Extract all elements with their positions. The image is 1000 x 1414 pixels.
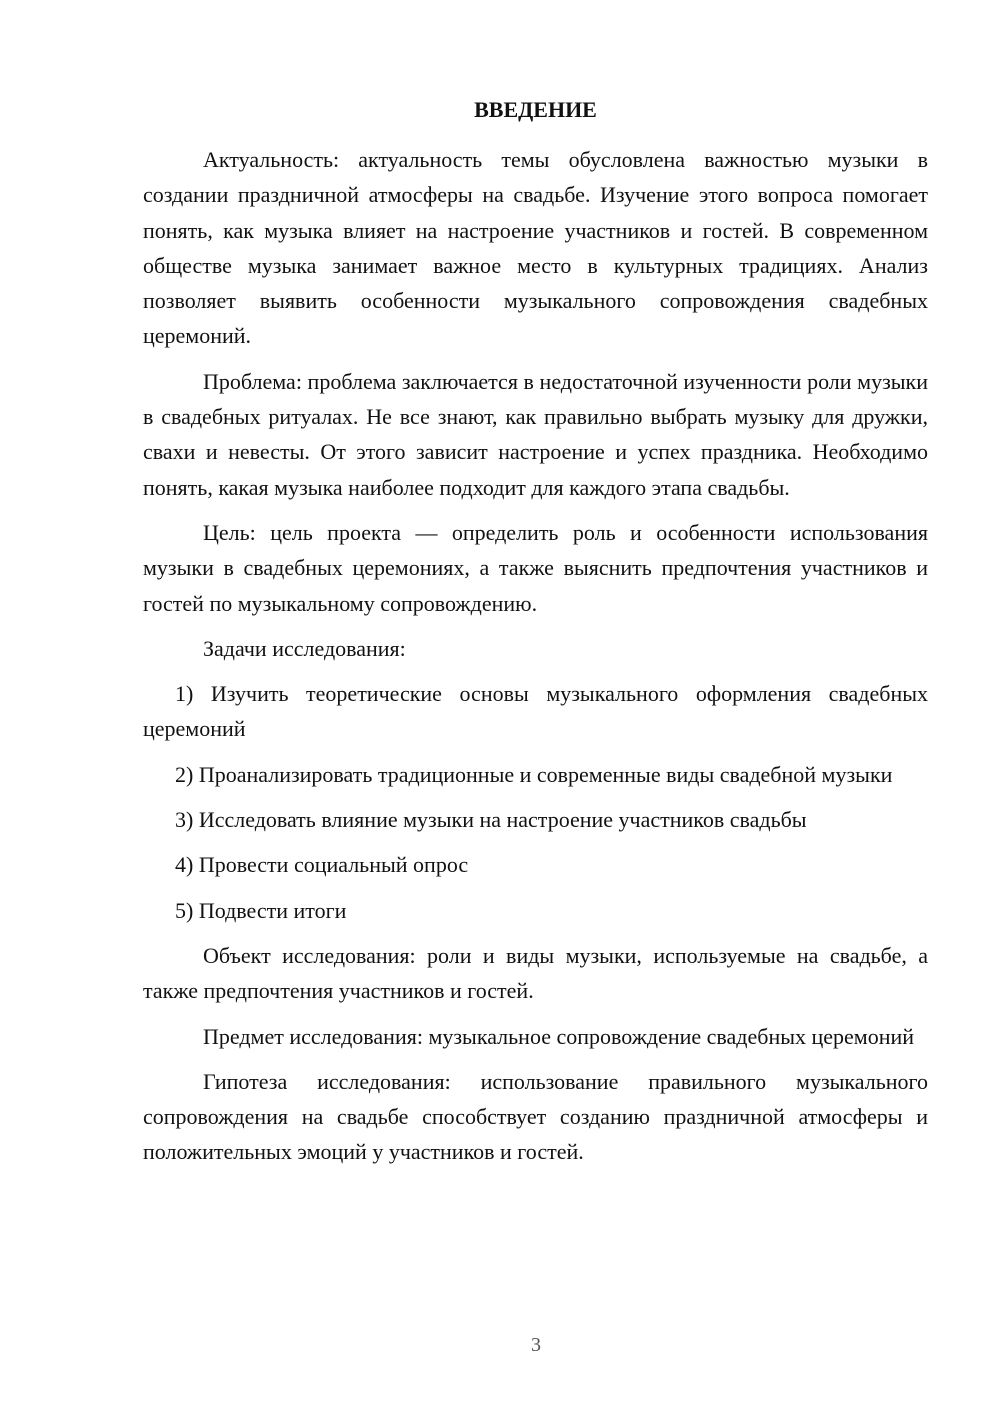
problem-paragraph: Проблема: проблема заключается в недостаточной изученности роли музыки в свадебных ритуалах. Не все знают, как правильно выбрать музыку для дружки, свахи и невесты. От этого зависит настроение и успех праздника. Необходимо понять, какая музыка наиболее подходит для каждого этапа свадьбы.	[143, 368, 928, 500]
page-number: 3	[531, 1334, 541, 1356]
task-item-3: 3) Исследовать влияние музыки на настроение участников свадьбы	[175, 807, 807, 833]
section-title: ВВЕДЕНИЕ	[474, 97, 597, 122]
goal-paragraph: Цель: цель проекта — определить роль и особенности использования музыки в свадебных церемониях, а также выяснить предпочтения участников и гостей по музыкальному сопровождению.	[143, 519, 928, 616]
object-paragraph: Объект исследования: роли и виды музыки, используемые на свадьбе, а также предпочтения участников и гостей.	[143, 942, 928, 1004]
relevance-paragraph: Актуальность: актуальность темы обусловлена важностью музыки в создании праздничной атмосферы на свадьбе. Изучение этого вопроса помогает понять, как музыка влияет на настроение участников и гостей. В современном обществе музыка занимает важное место в культурных традициях. Анализ позволяет выявить особенности музыкального сопровождения свадебных церемоний.	[143, 147, 928, 349]
hypothesis-paragraph: Гипотеза исследования: использование правильного музыкального сопровождения на свадьбе способствует созданию праздничной атмосферы и положительных эмоций у участников и гостей.	[143, 1068, 928, 1165]
subject-paragraph: Предмет исследования: музыкальное сопровождение свадебных церемоний	[203, 1023, 915, 1049]
tasks-label: Задачи исследования:	[203, 635, 406, 661]
task-item-5: 5) Подвести итоги	[175, 897, 347, 923]
page-content	[143, 96, 928, 1170]
task-item-4: 4) Провести социальный опрос	[175, 852, 469, 878]
task-item-2: 2) Проанализировать традиционные и современные виды свадебной музыки	[175, 761, 893, 787]
task-item-1: 1) Изучить теоретические основы музыкального оформления свадебных церемоний	[143, 681, 928, 742]
